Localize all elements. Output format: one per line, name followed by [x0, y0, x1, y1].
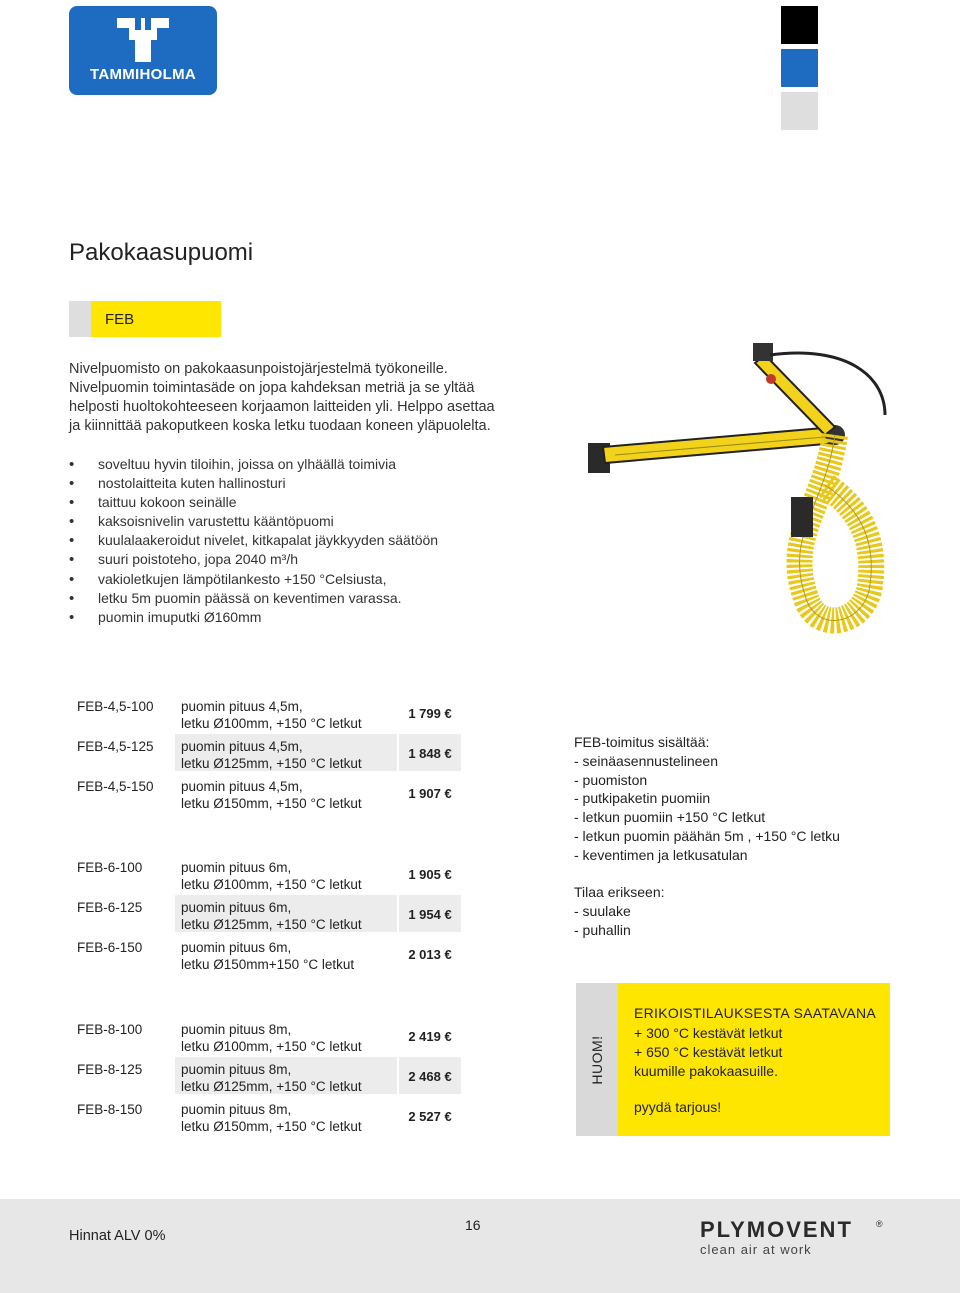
special-order-note [618, 983, 890, 1136]
feature-item: • vakioletkujen lämpötilankesto +150 °Celsiusta, [69, 570, 509, 589]
intro-text: Nivelpuomisto on pakokaasunpoistojärjestelmä työkoneille. Nivelpuomin toimintasäde on jopa kahdeksan metriä ja se yltää helposti huoltokohteeseen korjaamon laitteiden yli. Helppo asettaa ja kiinnittää pakoputkeen koska letku tuodaan koneen yläpuolelta. [69, 361, 495, 434]
table-row [69, 895, 461, 935]
price-table-4-5m [69, 694, 461, 814]
product-code: FEB-6-100 [77, 860, 143, 875]
tammiholma-logo [69, 6, 217, 95]
table-row [69, 935, 461, 975]
feature-item: • kaksoisnivelin varustettu kääntöpuomi [69, 512, 509, 531]
product-price: 2 527 € [408, 1109, 452, 1124]
registered-mark: ® [876, 1219, 883, 1229]
product-price: 1 905 € [408, 867, 452, 882]
vat-note: Hinnat ALV 0% [69, 1228, 166, 1244]
product-price: 2 468 € [399, 1057, 461, 1094]
product-price: 1 954 € [399, 895, 461, 932]
note-lines: + 300 °C kestävät letkut + 650 °C kestävät letkut kuumille pakokaasuille. [634, 1025, 783, 1079]
feature-item: • taittuu kokoon seinälle [69, 493, 509, 512]
includes-item: - letkun puomiin +150 °C letkut [574, 809, 766, 826]
table-row [69, 1097, 461, 1137]
table-row [69, 694, 461, 734]
includes-item: - puomiston [574, 771, 648, 788]
order-item: - puhallin [574, 921, 631, 938]
feature-item: • kuulalaakeroidut nivelet, kitkapalat jäykkyyden säätöön [69, 531, 509, 550]
product-desc: puomin pituus 8m, letku Ø125mm, +150 °C letkut [175, 1057, 397, 1094]
product-desc: puomin pituus 4,5m, letku Ø125mm, +150 °C letkut [175, 734, 397, 771]
swatch-black [781, 6, 818, 44]
product-desc: puomin pituus 4,5m, letku Ø100mm, +150 °C letkut [181, 699, 362, 731]
plymovent-tagline: clean air at work [700, 1242, 812, 1257]
footer [0, 1199, 960, 1293]
table-row [69, 1057, 461, 1097]
brand-name: TAMMIHOLMA [89, 66, 197, 83]
page-title: Pakokaasupuomi [69, 239, 254, 266]
includes-item: - putkipaketin puomiin [574, 790, 711, 807]
product-desc: puomin pituus 6m, letku Ø100mm, +150 °C letkut [181, 860, 362, 892]
product-desc: puomin pituus 4,5m, letku Ø150mm, +150 °C letkut [181, 779, 362, 811]
delivery-includes [574, 733, 874, 865]
product-price: 2 013 € [408, 947, 452, 962]
note-side-label: HUOM! [589, 1034, 605, 1085]
product-code: FEB-4,5-125 [77, 739, 154, 754]
product-price: 1 848 € [399, 734, 461, 771]
order-separately [574, 883, 874, 939]
swatch-blue [781, 49, 818, 87]
product-price: 1 799 € [408, 706, 452, 721]
price-table-8m [69, 1017, 461, 1137]
tammiholma-emblem-icon [113, 14, 173, 64]
table-row [69, 855, 461, 895]
product-desc: puomin pituus 8m, letku Ø100mm, +150 °C letkut [181, 1022, 362, 1054]
order-heading: Tilaa erikseen: [574, 884, 665, 900]
swatch-grey [781, 92, 818, 130]
note-ask: pyydä tarjous! [634, 1099, 722, 1115]
note-title: ERIKOISTILAUKSESTA SAATAVANA [634, 1005, 877, 1021]
product-code: FEB-6-125 [77, 900, 143, 915]
note-side-tab [576, 983, 618, 1136]
feature-item: • letku 5m puomin päässä on keventimen varassa. [69, 589, 509, 608]
product-code: FEB-8-100 [77, 1022, 143, 1037]
product-desc: puomin pituus 6m, letku Ø125mm, +150 °C letkut [175, 895, 397, 932]
product-code: FEB-8-125 [77, 1062, 143, 1077]
table-row [69, 734, 461, 774]
feature-item: • puomin imuputki Ø160mm [69, 608, 509, 627]
feature-item: • suuri poistoteho, jopa 2040 m³/h [69, 550, 509, 569]
table-row [69, 1017, 461, 1057]
price-table-6m [69, 855, 461, 975]
order-item: - suulake [574, 902, 631, 919]
includes-item: - keventimen ja letkusatulan [574, 846, 748, 863]
feature-list [69, 455, 509, 627]
product-desc: puomin pituus 6m, letku Ø150mm+150 °C letkut [181, 940, 355, 972]
feature-item: • soveltuu hyvin tiloihin, joissa on ylhäällä toimivia [69, 455, 509, 474]
product-price: 1 907 € [408, 786, 452, 801]
plymovent-logo [700, 1217, 890, 1259]
page-number: 16 [465, 1217, 481, 1233]
product-desc: puomin pituus 8m, letku Ø150mm, +150 °C letkut [181, 1102, 362, 1134]
product-code: FEB-8-150 [77, 1102, 143, 1117]
product-code: FEB-4,5-100 [77, 699, 154, 714]
includes-item: - seinäasennustelineen [574, 752, 718, 769]
product-code: FEB-6-150 [77, 940, 143, 955]
exhaust-boom-image [585, 335, 915, 635]
product-code: FEB-4,5-150 [77, 779, 154, 794]
table-row [69, 774, 461, 814]
includes-item: - letkun puomin päähän 5m , +150 °C letku [574, 827, 840, 844]
product-tag-label: FEB [105, 311, 135, 328]
plymovent-name: PLYMOVENT [700, 1217, 853, 1242]
product-price: 2 419 € [408, 1029, 452, 1044]
product-tag [69, 301, 221, 337]
feature-item: • nostolaitteita kuten hallinosturi [69, 474, 509, 493]
includes-heading: FEB-toimitus sisältää: [574, 734, 710, 750]
